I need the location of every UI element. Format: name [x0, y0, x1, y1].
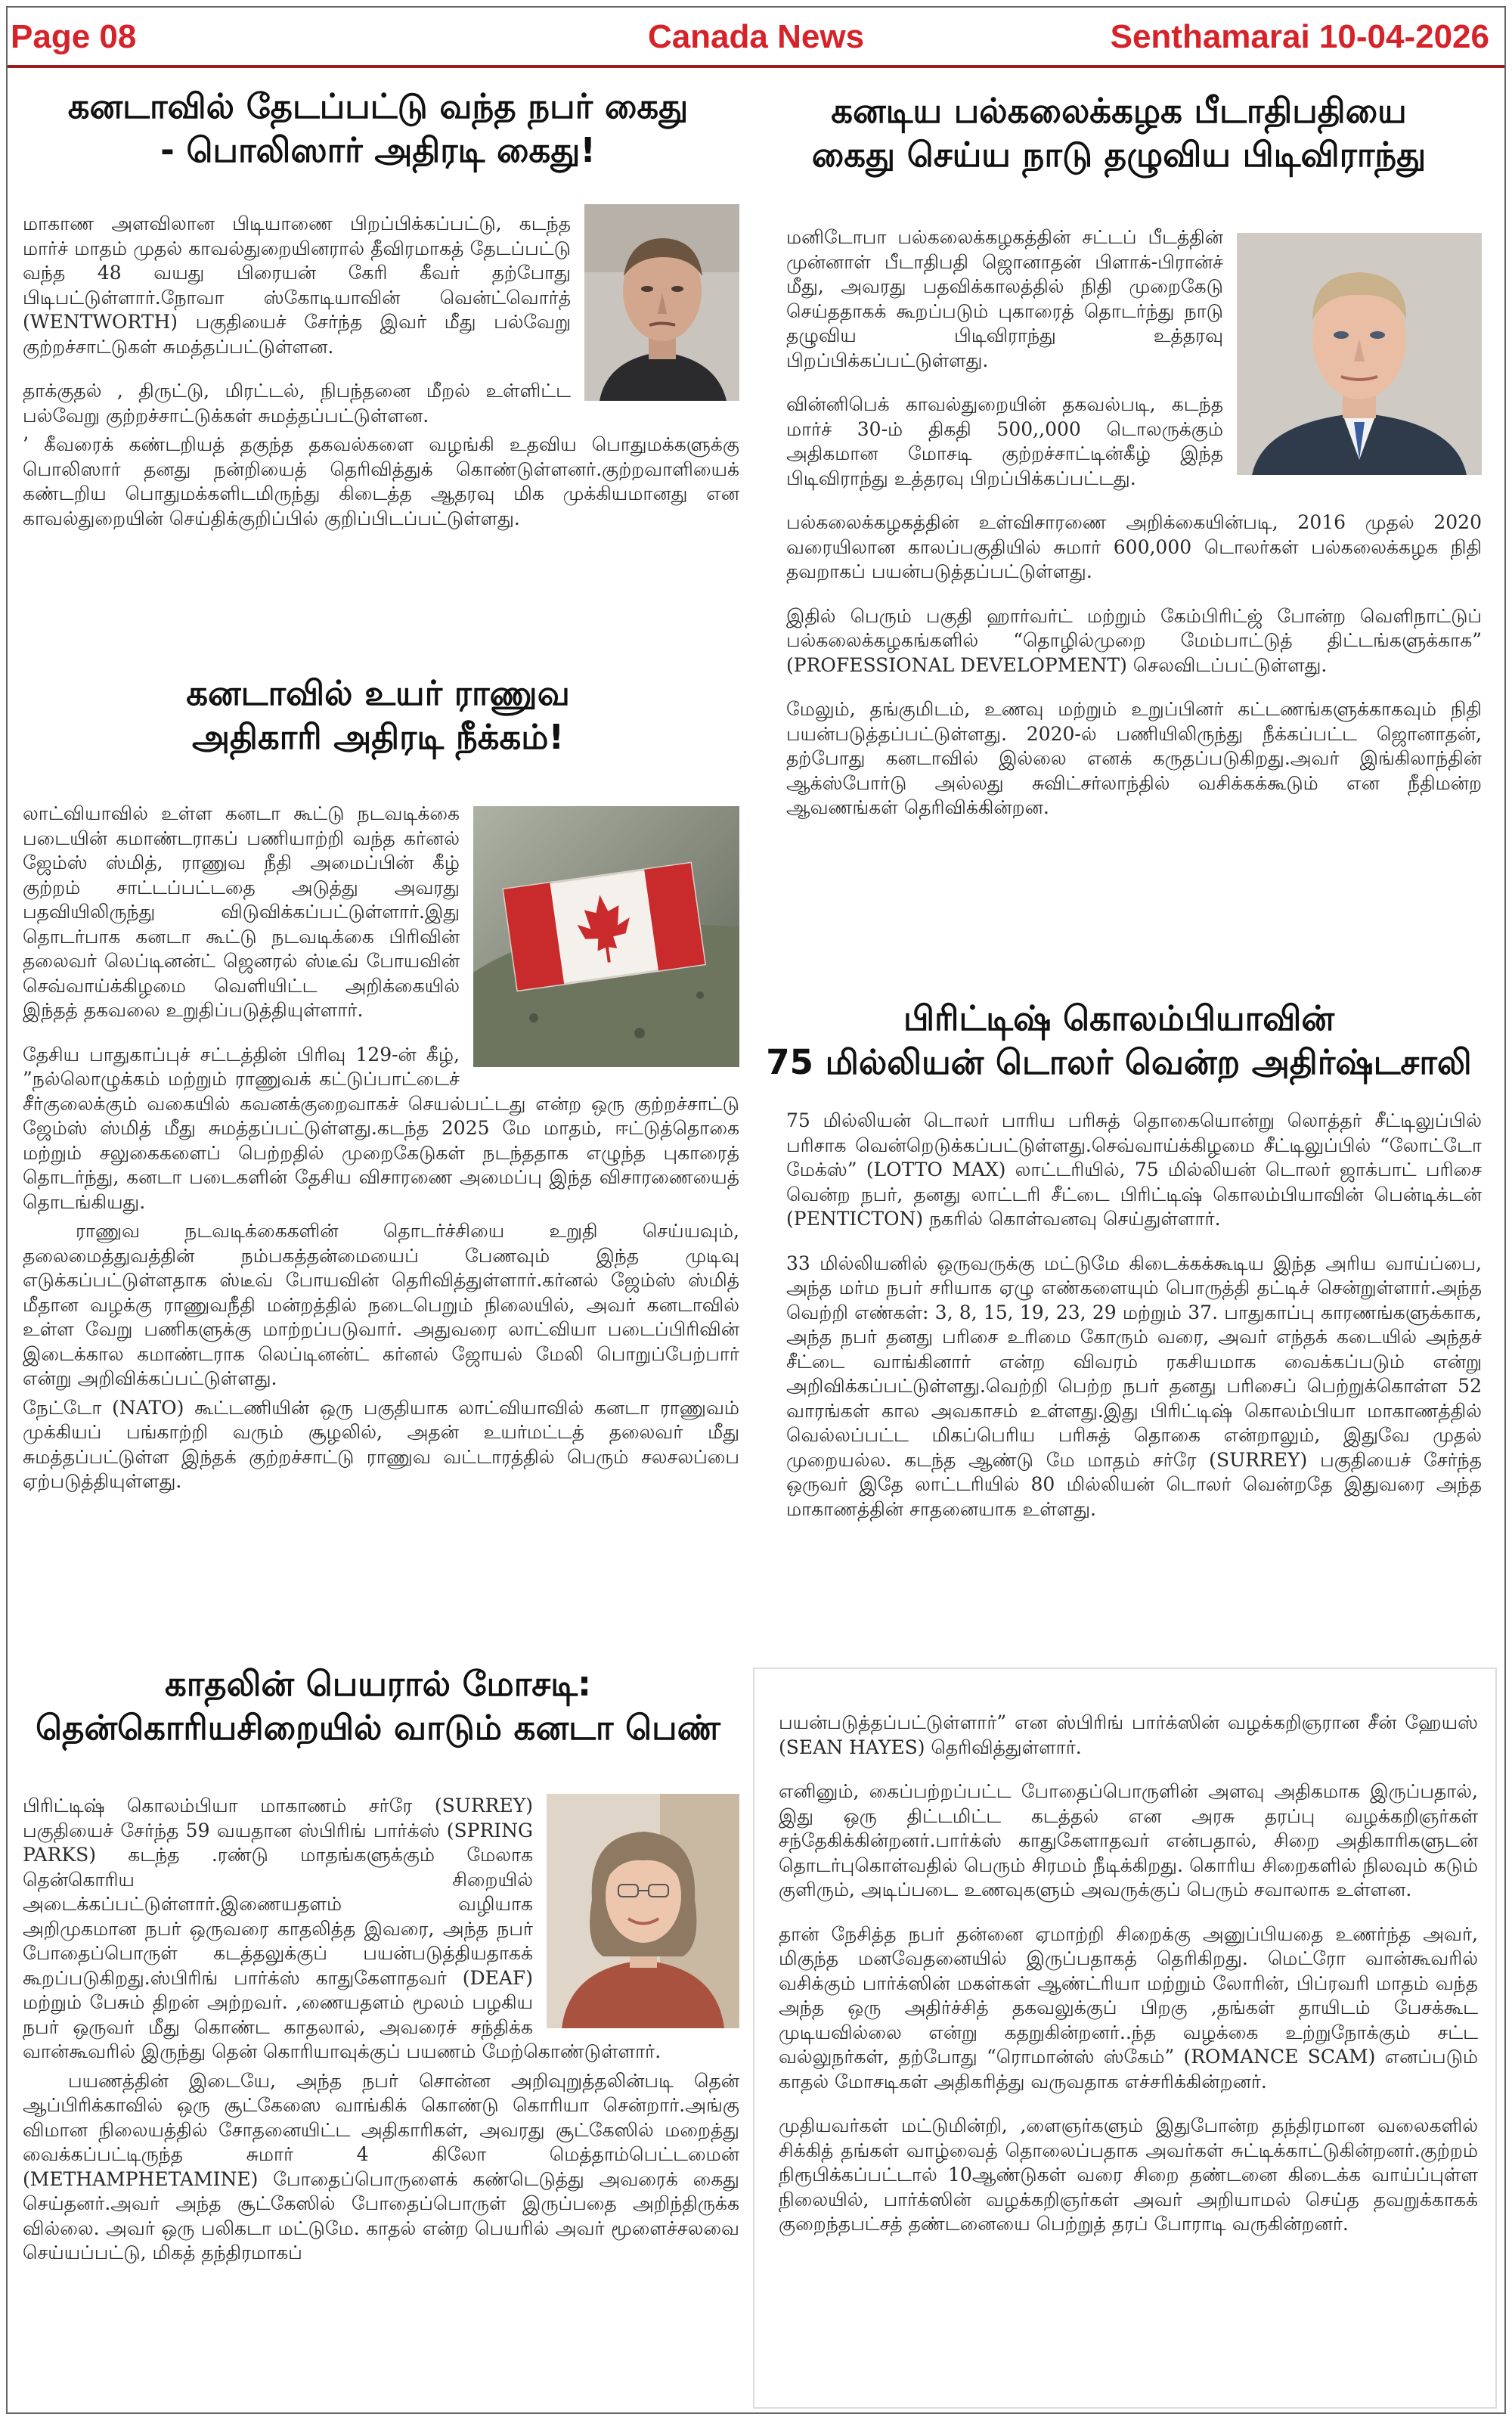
article1-para2: தாக்குதல் , திருட்டு, மிரட்டல், நிபந்தனை மீறல் உள்ளிட்ட பல்வேறு குற்றச்சாட்டுக்கள் சுமத்தப்பட்டுள்ளன.	[23, 380, 571, 427]
man-suit-portrait-icon	[1237, 233, 1482, 475]
article2-photo	[473, 806, 739, 1067]
masthead-date: Senthamarai 10-04-2026	[1110, 18, 1489, 55]
article5-para2: 33 மில்லியனில் ஒருவருக்கு மட்டுமே கிடைக்கக்கூடிய இந்த அரிய வாய்ப்பை, அந்த மர்ம நபர் சரியாக ஏழு எண்களையும் பொருத்தி தட்டிச் சென்றுள்ளார்.அந்த வெற்றி எண்கள்: 3, 8, 15, 19, 23, 29 மற்றும் 37. பாதுகாப்பு காரணங்களுக்காக, அந்த நபர் தனது பரிசை உரிமை கோரும் வரை, அவர் எந்தக் கடையில் அந்தச் சீட்டை வாங்கினார் என்ற விவரம் ரகசியமாக வைக்கப்படும் என்று அறிவிக்கப்பட்டுள்ளது.வெற்றி பெற்ற நபர் தனது பரிசைப் பெற்றுக்கொள்ள 52 வாரங்கள் கால அவகாசம் உள்ளது.இது பிரிட்டிஷ் கொலம்பியா மாகாணத்தில் வெல்லப்பட்ட மிகப்பெரிய பரிசுத் தொகை என்றாலும், இதுவே முதல் முறையல்ல. கடந்த ஆண்டு மே மாதம் சர்ரே (SURREY) பகுதியைச் சேர்ந்த ஒருவர் இதே லாட்டரியில் 80 மில்லியன் டொலர் வென்றதே இதுவரை அந்த மாகாணத்தின் சாதனையாக உள்ளது.	[786, 1252, 1482, 1520]
man-portrait-icon	[584, 204, 739, 401]
article2-para2: தேசிய பாதுகாப்புச் சட்டத்தின் பிரிவு 129-ன் கீழ், ”நல்லொழுக்கம் மற்றும் ராணுவக் கட்டுப்பாட்டைச் சீர்குலைக்கும் வகையில் கவனக்குறைவாகச் செயல்பட்டது என்ற ஒரு குற்றச்சாட்டு ஜேம்ஸ் ஸ்மித் மீது சுமத்தப்பட்டுள்ளது.கடந்த 2025 மே மாதம், ஈட்டுத்தொகை மற்றும் சலுகைகளைப் பெற்றதில் முறைகேடுகள் நடந்ததாக எழுந்த புகாரைத் தொடர்ந்து, கனடா படைகளின் தேசிய விசாரணை அமைப்பு இந்த விசாரணையைத் தொடங்கியது.	[23, 1043, 739, 1213]
article3-para1: பிரிட்டிஷ் கொலம்பியா மாகாணம் சர்ரே (SURREY) பகுதியைச் சேர்ந்த 59 வயதான ஸ்பிரிங் பார்க்ஸ் (SPRING PARKS) கடந்த .ரண்டு மாதங்களுக்கும் மேலாக தென்கொரிய சிறையில் அடைக்கப்பட்டுள்ளார்.இணையதளம் வழியாக அறிமுகமான நபர் ஒருவரை காதலித்த இவரை, அந்த நபர் போதைப்பொருள் கடத்தலுக்குப் பயன்படுத்தியதாகக் கூறப்படுகிறது.ஸ்பிரிங் பார்க்ஸ் காதுகேளாதவர் (DEAF) மற்றும் பேசும் திறன் அற்றவர். ,ணையதளம் மூலம் பழகிய நபர் ஒருவர் மீது கொண்ட காதலால், அவரைச் சந்திக்க வான்கூவரில் இருந்து தென் கொரியாவுக்குப் பயணம் மேற்கொண்டுள்ளார்.	[23, 1795, 662, 2062]
article4-body	[786, 225, 1482, 840]
article4-photo	[1237, 233, 1482, 475]
article1-para3: ’ கீவரைக் கண்டறியத் தகுந்த தகவல்களை வழங்கி உதவிய பொதுமக்களுக்கு பொலிஸார் தனது நன்றியைத் தெரிவித்துக் கொண்டுள்ளனர்.குற்றவாளியைக் கண்டறிய பொதுமக்களிடமிருந்து கிடைத்த ஆதரவு மிக முக்கியமானது என காவல்துறையின் செய்திக்குறிப்பில் குறிப்பிடப்பட்டுள்ளது.	[23, 433, 739, 529]
page-number: Page 08	[11, 18, 137, 55]
article3-headline-line2: தென்கொரியசிறையில் வாடும் கனடா பெண்	[36, 1707, 720, 1748]
article3-body	[23, 1794, 739, 2285]
article3-cont-para4: முதியவர்கள் மட்டுமின்றி, ,ளைஞர்களும் இதுபோன்ற தந்திரமான வலைகளில் சிக்கித் தங்கள் வாழ்வைத் தொலைப்பதாக அவர்கள் சுட்டிக்காட்டுகின்றனர்.குற்றம் நிரூபிக்கப்பட்டால் 10ஆண்டுகள் வரை சிறை தண்டனை கிடைக்க வாய்ப்புள்ள நிலையில், பார்க்ஸின் வழக்கறிஞர்கள் அவர் அறியாமல் செய்த தவறுக்காகக் குறைந்தபட்சத் தண்டனையை பெற்றுத் தரப் போராடி வருகின்றனர்.	[779, 2114, 1478, 2235]
article1-headline-line1: கனடாவில் தேடப்பட்டு வந்த நபர் கைது	[67, 86, 689, 126]
page-header	[8, 8, 1504, 67]
article5-headline-line1: பிரிட்டிஷ் கொலம்பியாவின்	[903, 998, 1334, 1038]
article2-para4: நேட்டோ (NATO) கூட்டணியின் ஒரு பகுதியாக லாட்வியாவில் கனடா ராணுவம் முக்கியப் பங்காற்றி வரும் சூழலில், அதன் உயர்மட்டத் தலைவர் மீது சுமத்தப்பட்டுள்ள இந்தக் குற்றச்சாட்டு ராணுவ வட்டாரத்தில் பெரும் சலசலப்பை ஏற்படுத்தியுள்ளது.	[23, 1396, 739, 1492]
header-rule	[8, 65, 1504, 68]
article3-cont-para2: எனினும், கைப்பற்றப்பட்ட போதைப்பொருளின் அளவு அதிகமாக இருப்பதால், இது ஒரு திட்டமிட்ட கடத்தல் என அரசு தரப்பு வழக்கறிஞர்கள் சந்தேகிக்கின்றனர்.பார்க்ஸ் காதுகேளாதவர் என்பதால், சிறை அதிகாரிகளுடன் தொடர்புகொள்வதில் பெரும் சிரமம் நீடிக்கிறது. கொரிய சிறைகளில் நிலவும் கடும் குளிரும், அடிப்படை உணவுகளும் அவருக்குப் பெரும் சவாலாக உள்ளன.	[779, 1780, 1478, 1900]
article3-para2: பயணத்தின் இடையே, அந்த நபர் சொன்ன அறிவுறுத்தலின்படி தென் ஆப்பிரிக்காவில் ஒரு சூட்கேஸை வாங்கிக் கொண்டு கொரியா சென்றார்.அங்கு விமான நிலையத்தில் சோதனையிட்ட அதிகாரிகள், அவரது சூட்கேஸில் மறைத்து வைக்கப்பட்டிருந்த சுமார் 4 கிலோ மெத்தாம்பெட்டமைன் (METHAMPHETAMINE) போதைப்பொருளைக் கண்டெடுத்து அவரைக் கைது செய்தனர்.அவர் அந்த சூட்கேஸில் போதைப்பொருள் இருப்பதை அறிந்திருக்க வில்லை. அவர் ஒரு பலிகடா மட்டுமே. காதல் என்ற பெயரில் அவர் மூளைச்சலவை செய்யப்பட்டு, மிகத் தந்திரமாகப்	[23, 2069, 739, 2263]
section-name: Canada News	[647, 18, 865, 55]
article4-headline-line2: கைது செய்ய நாடு தழுவிய பிடிவிராந்து	[811, 134, 1427, 175]
woman-portrait-icon	[547, 1794, 739, 2028]
article4-para4: இதில் பெரும் பகுதி ஹார்வர்ட் மற்றும் கேம்பிரிட்ஜ் போன்ற வெளிநாட்டுப் பல்கலைக்கழகங்களில் “தொழில்முறை மேம்பாட்டுத் திட்டங்களுக்காக” (PROFESSIONAL DEVELOPMENT) செலவிடப்பட்டுள்ளது.	[786, 604, 1482, 676]
article3-photo	[547, 1794, 739, 2028]
article3-headline	[15, 1662, 741, 1749]
article3-cont-para3: தான் நேசித்த நபர் தன்னை ஏமாற்றி சிறைக்கு அனுப்பியதை உணர்ந்த அவர், மிகுந்த மனவேதனையில் இருப்பதாகத் தெரிகிறது. மெட்ரோ வான்கூவரில் வசிக்கும் பார்க்ஸின் மகள்கள் ஆண்ட்ரியா மற்றும் லோரின், பிப்ரவரி மாதம் வந்த அந்த ஒரு அதிர்ச்சித் தகவலுக்குப் பிறகு ,தங்கள் தாயிடம் பேசக்கூட முடியவில்லை என்று கதறுகின்றனர்..ந்த வழக்கை உற்றுநோக்கும் சட்ட வல்லுநர்கள், தற்போது “ரொமான்ஸ் ஸ்கேம்” (ROMANCE SCAM) எனப்படும் காதல் மோசடிகள் அதிகரித்து வருவதாக எச்சரிக்கின்றனர்.	[779, 1922, 1478, 2093]
article1-para1: மாகாண அளவிலான பிடியாணை பிறப்பிக்கப்பட்டு, கடந்த மார்ச் மாதம் முதல் காவல்துறையினரால் தீவிரமாகத் தேடப்பட்டு வந்த 48 வயது பிரையன் கேரி கீவர் தற்போது பிடிபட்டுள்ளார்.நோவா ஸ்கோடியாவின் வென்ட்வொர்த் (WENTWORTH) பகுதியைச் சேர்ந்த இவர் மீது பல்வேறு குற்றச்சாட்டுகள் சுமத்தப்பட்டுள்ளன.	[23, 213, 571, 358]
article1-body	[23, 212, 739, 551]
article1-headline-line2: - பொலிஸார் அதிரடி கைது!	[160, 129, 596, 170]
article4-para1: மனிடோபா பல்கலைக்கழகத்தின் சட்டப் பீடத்தின் முன்னாள் பீடாதிபதி ஜொனாதன் பிளாக்-பிரான்ச் மீது, அவரது பதவிக்காலத்தில் நிதி முறைகேடு செய்ததாகக் கூறப்படும் புகாரைத் தொடர்ந்து நாடு தழுவிய பிடிவிராந்து உத்தரவு பிறப்பிக்கப்பட்டுள்ளது.	[786, 226, 1223, 371]
article3-cont-para1: பயன்படுத்தப்பட்டுள்ளார்” என ஸ்பிரிங் பார்க்ஸின் வழக்கறிஞரான சீன் ஹேயஸ் (SEAN HAYES) தெரிவித்துள்ளார்.	[779, 1711, 1478, 1758]
article2-headline-line2: அதிகாரி அதிரடி நீக்கம்!	[192, 716, 564, 757]
article5-body	[786, 1109, 1482, 1541]
article2-headline	[15, 672, 741, 759]
article1-headline	[15, 85, 741, 172]
article1-photo	[584, 204, 739, 401]
article5-headline	[756, 997, 1482, 1084]
article5-headline-line2: 75 மில்லியன் டொலர் வென்ற அதிர்ஷ்டசாலி	[766, 1041, 1472, 1082]
article4-headline	[756, 89, 1482, 176]
canada-flag-patch-icon	[473, 806, 739, 1067]
article4-para2: வின்னிபெக் காவல்துறையின் தகவல்படி, கடந்த மார்ச் 30-ம் திகதி 500,,000 டொலருக்கும் அதிகமான மோசடி குற்றச்சாட்டின்கீழ் இந்த பிடிவிராந்து உத்தரவு பிறப்பிக்கப்பட்டது.	[786, 393, 1223, 489]
article2-para3: ராணுவ நடவடிக்கைகளின் தொடர்ச்சியை உறுதி செய்யவும், தலைமைத்துவத்தின் நம்பகத்தன்மையைப் பேணவும் இந்த முடிவு எடுக்கப்பட்டுள்ளதாக ஸ்டீவ் போயவின் தெரிவித்துள்ளார்.கர்னல் ஜேம்ஸ் ஸ்மித் மீதான வழக்கு ராணுவநீதி மன்றத்தில் நடைபெறும் நிலையில், அவர் கனடாவில் உள்ள வேறு பணிகளுக்கு மாற்றப்படுவார். அதுவரை லாட்வியா படைப்பிரிவின் இடைக்கால கமாண்டராக லெப்டினன்ட் கர்னல் ஜோயல் மேலி பொறுப்பேற்பார் என்று அறிவிக்கப்பட்டுள்ளது.	[23, 1220, 739, 1389]
article4-para3: பல்கலைக்கழகத்தின் உள்விசாரணை அறிக்கையின்படி, 2016 முதல் 2020 வரையிலான காலப்பகுதியில் சுமார் 600,000 டொலர்கள் பல்கலைக்கழக நிதி தவறாகப் பயன்படுத்தப்பட்டுள்ளது.	[786, 511, 1482, 582]
article3-headline-line1: காதலின் பெயரால் மோசடி:	[164, 1664, 592, 1704]
article2-headline-line1: கனடாவில் உயர் ராணுவ	[186, 673, 570, 713]
article2-para1: லாட்வியாவில் உள்ள கனடா கூட்டு நடவடிக்கை படையின் கமாண்டராகப் பணியாற்றி வந்த கர்னல் ஜேம்ஸ் ஸ்மித், ராணுவ நீதி அமைப்பின் கீழ் குற்றம் சாட்டப்பட்டதை அடுத்து அவரது பதவியிலிருந்து விடுவிக்கப்பட்டுள்ளார்.இது தொடர்பாக கனடா கூட்டு நடவடிக்கை பிரிவின் தலைவர் லெப்டினன்ட் ஜெனரல் ஸ்டீவ் போயவின் செவ்வாய்க்கிழமை வெளியிட்ட அறிக்கையில் இந்தத் தகவலை உறுதிப்படுத்தியுள்ளார்.	[23, 802, 460, 1021]
article3-continued	[779, 1711, 1478, 2257]
article5-para1: 75 மில்லியன் டொலர் பாரிய பரிசுத் தொகையொன்று லொத்தர் சீட்டிலுப்பில் பரிசாக வென்றெடுக்கப்பட்டுள்ளது.செவ்வாய்க்கிழமை சீட்டிலுப்பில் “லோட்டோ மேக்ஸ்” (LOTTO MAX) லாட்டரியில், 75 மில்லியன் டொலர் ஜாக்பாட் பரிசை வென்ற நபர், தனது லாட்டரி சீட்டை பிரிட்டிஷ் கொலம்பியாவின் பென்டிக்டன் (PENTICTON) நகரில் கொள்வனவு செய்துள்ளார்.	[786, 1109, 1482, 1230]
article4-para5: மேலும், தங்குமிடம், உணவு மற்றும் உறுப்பினர் கட்டணங்களுக்காகவும் நிதி பயன்படுத்தப்பட்டுள்ளது. 2020-ல் பணியிலிருந்து நீக்கப்பட்ட ஜொனாதன், தற்போது கனடாவில் இல்லை எனக் கருதப்படுகிறது.அவர் இங்கிலாந்தின் ஆக்ஸ்போர்டு அல்லது சுவிட்சர்லாந்தில் வசிக்கக்கூடும் என நீதிமன்ற ஆவணங்கள் தெரிவிக்கின்றன.	[786, 698, 1482, 818]
article4-headline-line1: கனடிய பல்கலைக்கழக பீடாதிபதியை	[831, 91, 1407, 131]
article2-body	[23, 802, 739, 1514]
